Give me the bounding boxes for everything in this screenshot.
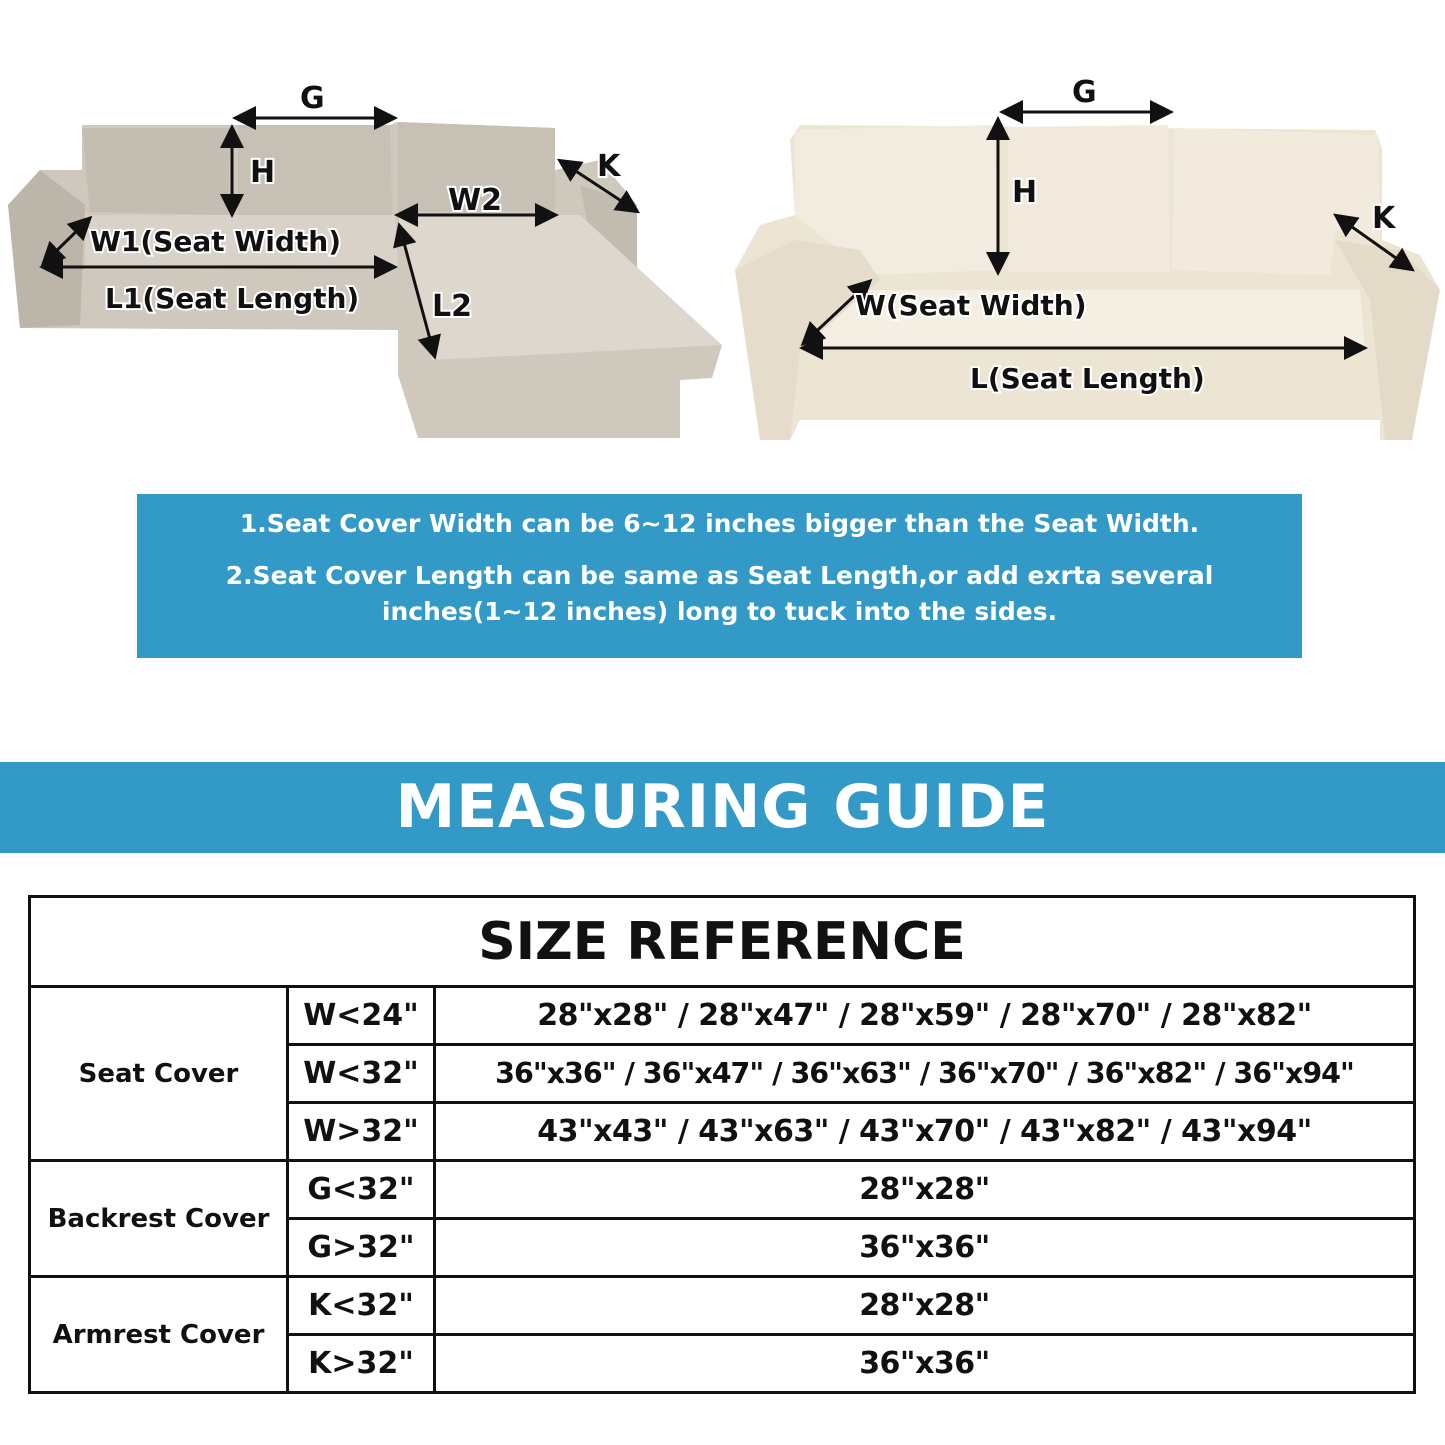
size-key: G>32" xyxy=(288,1219,435,1277)
size-values: 36"x36" xyxy=(435,1335,1415,1393)
size-values: 28"x28" xyxy=(435,1161,1415,1219)
table-row xyxy=(30,1277,1415,1335)
category-backrest-cover: Backrest Cover xyxy=(30,1161,288,1277)
category-armrest-cover: Armrest Cover xyxy=(30,1277,288,1393)
label-w2: W2 xyxy=(448,183,502,218)
sofa-measurement-diagrams xyxy=(0,0,1445,460)
label-l2: L2 xyxy=(432,289,472,324)
size-key: W<24" xyxy=(288,987,435,1045)
label-k: K xyxy=(1372,201,1396,236)
note-1: 1.Seat Cover Width can be 6~12 inches bigger than the Seat Width. xyxy=(239,509,1200,538)
sectional-sofa-illustration xyxy=(8,81,722,438)
table-title: SIZE REFERENCE xyxy=(30,897,1415,987)
size-reference-table xyxy=(28,895,1416,1394)
label-h: H xyxy=(250,155,276,190)
label-w-seat-width: W(Seat Width) xyxy=(855,289,1087,322)
size-key: K<32" xyxy=(288,1277,435,1335)
measuring-notes-box xyxy=(137,494,1302,658)
category-seat-cover: Seat Cover xyxy=(30,987,288,1161)
size-key: G<32" xyxy=(288,1161,435,1219)
label-w1-seat-width: W1(Seat Width) xyxy=(90,225,341,258)
label-g: G xyxy=(300,81,325,116)
size-values: 36"x36" xyxy=(435,1219,1415,1277)
table-row xyxy=(30,987,1415,1045)
label-l-seat-length: L(Seat Length) xyxy=(970,362,1205,395)
note-2-line-2: inches(1~12 inches) long to tuck into the sides. xyxy=(381,597,1058,626)
note-2-line-1: 2.Seat Cover Length can be same as Seat Length,or add exrta several xyxy=(225,561,1214,590)
three-seat-sofa-illustration xyxy=(735,75,1440,440)
size-values: 28"x28" / 28"x47" / 28"x59" / 28"x70" / 28"x82" xyxy=(435,987,1415,1045)
size-key: W<32" xyxy=(288,1045,435,1103)
size-values: 43"x43" / 43"x63" / 43"x70" / 43"x82" / 43"x94" xyxy=(435,1103,1415,1161)
label-k: K xyxy=(597,149,621,184)
measuring-guide-banner: MEASURING GUIDE xyxy=(0,762,1445,853)
size-key: K>32" xyxy=(288,1335,435,1393)
size-values: 28"x28" xyxy=(435,1277,1415,1335)
label-g: G xyxy=(1072,75,1097,110)
size-values: 36"x36" / 36"x47" / 36"x63" / 36"x70" / 36"x82" / 36"x94" xyxy=(435,1045,1415,1103)
label-h: H xyxy=(1012,175,1038,210)
table-row xyxy=(30,1161,1415,1219)
size-key: W>32" xyxy=(288,1103,435,1161)
label-l1-seat-length: L1(Seat Length) xyxy=(105,282,360,315)
